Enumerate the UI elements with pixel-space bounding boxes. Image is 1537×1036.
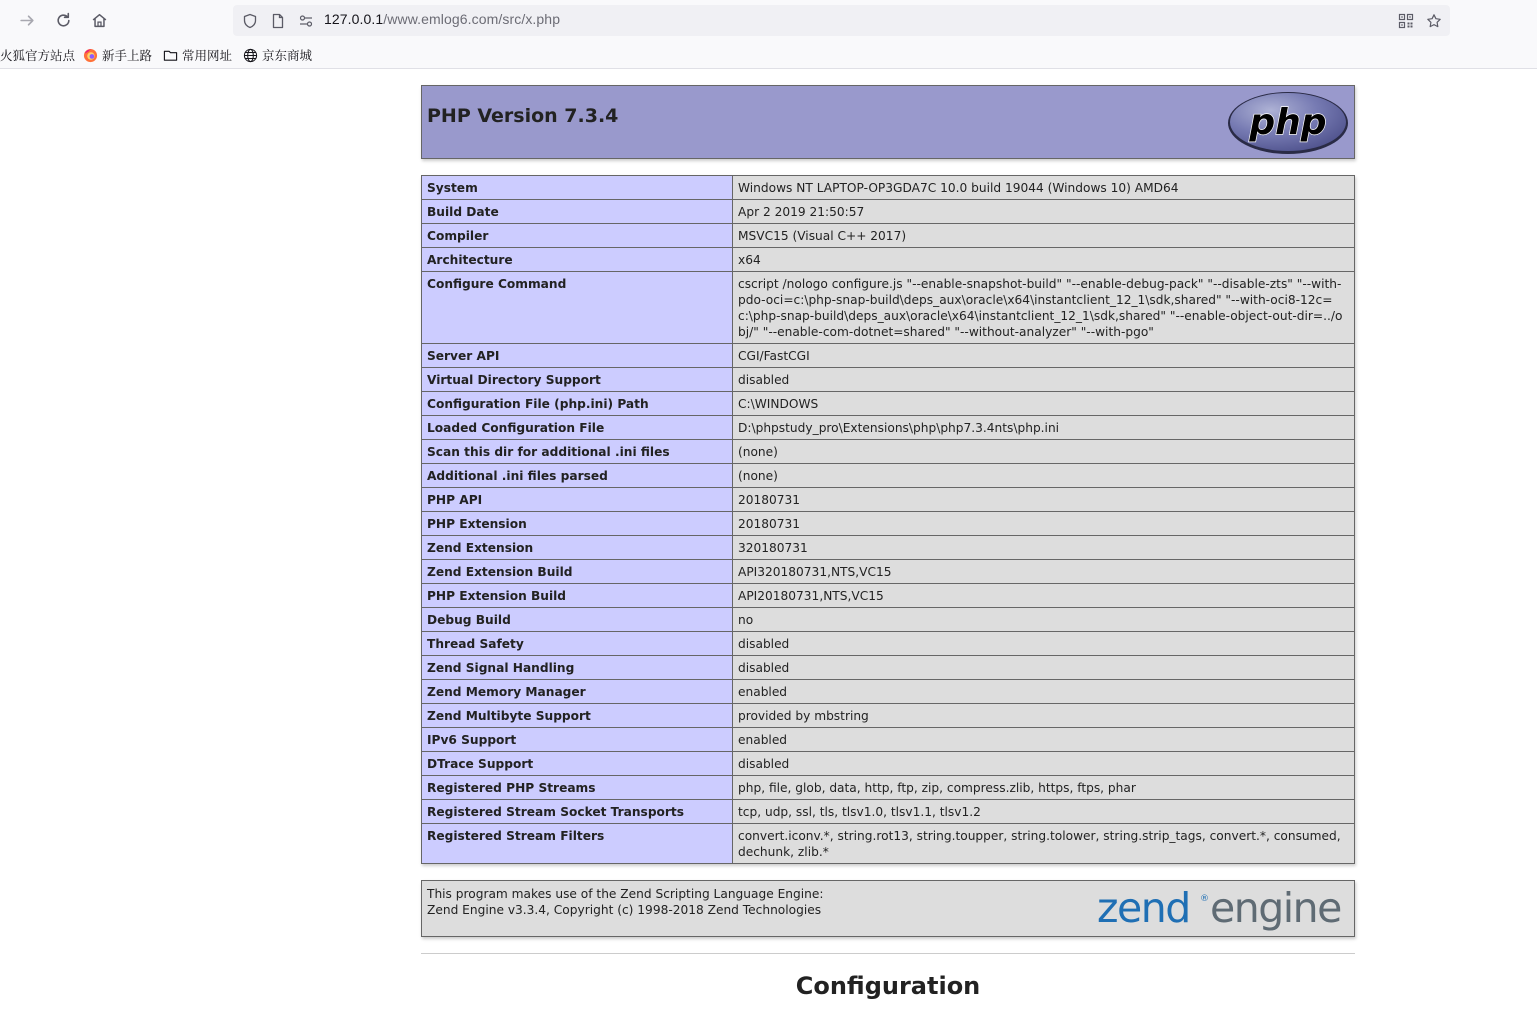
row-key: Build Date (422, 200, 733, 224)
table-row (422, 632, 1355, 656)
row-value: convert.iconv.*, string.rot13, string.toupper, string.tolower, string.strip_tags, convert.*, consumed, dechunk, zlib.* (733, 824, 1355, 864)
url-text[interactable] (324, 11, 560, 27)
row-value: cscript /nologo configure.js "--enable-snapshot-build" "--enable-debug-pack" "--disable-zts" "--with-pdo-oci=c:\php-snap-build\deps_aux\oracle\x64\instantclient_12_1\sdk,shared" "--with-oci8-12c=c:\php-snap-build\deps_aux\oracle\x64\instantclient_12_1\sdk,shared" "--enable-object-out-dir=../obj/" "--enable-com-dotnet=shared" "--without-analyzer" "--with-pgo" (733, 272, 1355, 344)
row-key: Registered Stream Socket Transports (422, 800, 733, 824)
url-bar[interactable] (233, 5, 1450, 36)
row-key: Loaded Configuration File (422, 416, 733, 440)
row-value: disabled (733, 632, 1355, 656)
reload-button[interactable] (51, 8, 75, 32)
row-value: enabled (733, 680, 1355, 704)
row-value: provided by mbstring (733, 704, 1355, 728)
bookmark-label: 火狐官方站点 (0, 49, 76, 63)
row-key: Zend Memory Manager (422, 680, 733, 704)
url-path: /www.emlog6.com/src/x.php (383, 11, 561, 27)
table-row (422, 416, 1355, 440)
table-row (422, 248, 1355, 272)
row-value: x64 (733, 248, 1355, 272)
row-key: Registered Stream Filters (422, 824, 733, 864)
globe-icon (243, 48, 258, 63)
php-info-table (421, 175, 1355, 864)
row-key: Scan this dir for additional .ini files (422, 440, 733, 464)
bookmark-label: 京东商城 (262, 49, 313, 63)
table-row (422, 776, 1355, 800)
row-value: D:\phpstudy_pro\Extensions\php\php7.3.4nts\php.ini (733, 416, 1355, 440)
row-key: IPv6 Support (422, 728, 733, 752)
bookmark-jd-mall[interactable] (243, 46, 312, 64)
home-icon (91, 12, 108, 29)
row-key: PHP API (422, 488, 733, 512)
row-key: Thread Safety (422, 632, 733, 656)
permissions-icon[interactable] (297, 12, 314, 29)
table-row (422, 800, 1355, 824)
php-logo-text: php (1249, 102, 1327, 143)
table-row (422, 560, 1355, 584)
table-row (422, 608, 1355, 632)
row-value: disabled (733, 368, 1355, 392)
row-key: Zend Signal Handling (422, 656, 733, 680)
zend-logo-mark: ® (1200, 894, 1209, 904)
row-key: System (422, 176, 733, 200)
table-row (422, 512, 1355, 536)
row-value: php, file, glob, data, http, ftp, zip, compress.zlib, https, ftps, phar (733, 776, 1355, 800)
row-value: CGI/FastCGI (733, 344, 1355, 368)
row-key: Architecture (422, 248, 733, 272)
table-row (422, 728, 1355, 752)
table-row (422, 368, 1355, 392)
row-key: Zend Multibyte Support (422, 704, 733, 728)
folder-icon (163, 48, 178, 63)
row-value: Windows NT LAPTOP-OP3GDA7C 10.0 build 19044 (Windows 10) AMD64 (733, 176, 1355, 200)
table-row (422, 656, 1355, 680)
phpinfo-page (421, 85, 1355, 1000)
zend-engine-box (421, 880, 1355, 937)
firefox-icon (83, 48, 98, 63)
row-value: API20180731,NTS,VC15 (733, 584, 1355, 608)
zend-notice-line2: Zend Engine v3.3.4, Copyright (c) 1998-2018 Zend Technologies (427, 903, 822, 917)
row-value: tcp, udp, ssl, tls, tlsv1.0, tlsv1.1, tlsv1.2 (733, 800, 1355, 824)
row-value: API320180731,NTS,VC15 (733, 560, 1355, 584)
table-row (422, 440, 1355, 464)
bookmark-star-icon[interactable] (1425, 12, 1442, 29)
row-value: disabled (733, 752, 1355, 776)
row-value: disabled (733, 656, 1355, 680)
row-key: Additional .ini files parsed (422, 464, 733, 488)
divider (421, 953, 1355, 954)
row-value: Apr 2 2019 21:50:57 (733, 200, 1355, 224)
row-key: Zend Extension Build (422, 560, 733, 584)
home-button[interactable] (87, 8, 111, 32)
tracking-shield-icon[interactable] (241, 12, 258, 29)
row-value: no (733, 608, 1355, 632)
row-key: Zend Extension (422, 536, 733, 560)
php-version-header (421, 85, 1355, 159)
row-value: 20180731 (733, 488, 1355, 512)
table-row (422, 752, 1355, 776)
table-row (422, 344, 1355, 368)
zend-notice-line1: This program makes use of the Zend Scripting Language Engine: (427, 887, 824, 901)
row-value: C:\WINDOWS (733, 392, 1355, 416)
table-row (422, 584, 1355, 608)
row-value: (none) (733, 440, 1355, 464)
row-key: Configuration File (php.ini) Path (422, 392, 733, 416)
row-key: PHP Extension (422, 512, 733, 536)
row-key: Configure Command (422, 272, 733, 344)
table-row (422, 536, 1355, 560)
qr-code-icon[interactable] (1397, 12, 1414, 29)
bookmark-folder-common[interactable] (163, 46, 232, 64)
forward-button[interactable] (15, 8, 39, 32)
row-value: MSVC15 (Visual C++ 2017) (733, 224, 1355, 248)
row-value: 20180731 (733, 512, 1355, 536)
row-value: enabled (733, 728, 1355, 752)
reload-icon (55, 12, 72, 29)
row-key: Compiler (422, 224, 733, 248)
table-row (422, 824, 1355, 864)
zend-logo-word1: zend (1097, 884, 1190, 932)
zend-engine-logo-icon[interactable] (1097, 884, 1349, 934)
url-host: 127.0.0.1 (324, 11, 384, 27)
zend-notice (427, 886, 823, 918)
row-key: Registered PHP Streams (422, 776, 733, 800)
table-row (422, 680, 1355, 704)
table-row (422, 704, 1355, 728)
table-row (422, 272, 1355, 344)
arrow-right-icon (19, 12, 36, 29)
row-key: Virtual Directory Support (422, 368, 733, 392)
php-logo-icon[interactable] (1227, 91, 1349, 155)
page-title: PHP Version 7.3.4 (427, 105, 619, 127)
bookmark-firefox-site[interactable] (0, 46, 75, 64)
row-key: PHP Extension Build (422, 584, 733, 608)
table-row (422, 176, 1355, 200)
table-row (422, 464, 1355, 488)
bookmark-label: 新手上路 (102, 49, 153, 63)
table-row (422, 488, 1355, 512)
zend-logo-word2: engine (1210, 884, 1341, 932)
browser-toolbar (0, 0, 1537, 40)
row-value: (none) (733, 464, 1355, 488)
row-key: Server API (422, 344, 733, 368)
bookmark-label: 常用网址 (182, 49, 233, 63)
table-row (422, 392, 1355, 416)
row-key: Debug Build (422, 608, 733, 632)
configuration-heading: Configuration (795, 972, 981, 1000)
bookmark-getting-started[interactable] (83, 46, 152, 64)
bookmarks-toolbar (0, 40, 1537, 69)
table-row (422, 224, 1355, 248)
row-value: 320180731 (733, 536, 1355, 560)
row-key: DTrace Support (422, 752, 733, 776)
table-row (422, 200, 1355, 224)
page-document-icon[interactable] (269, 12, 286, 29)
